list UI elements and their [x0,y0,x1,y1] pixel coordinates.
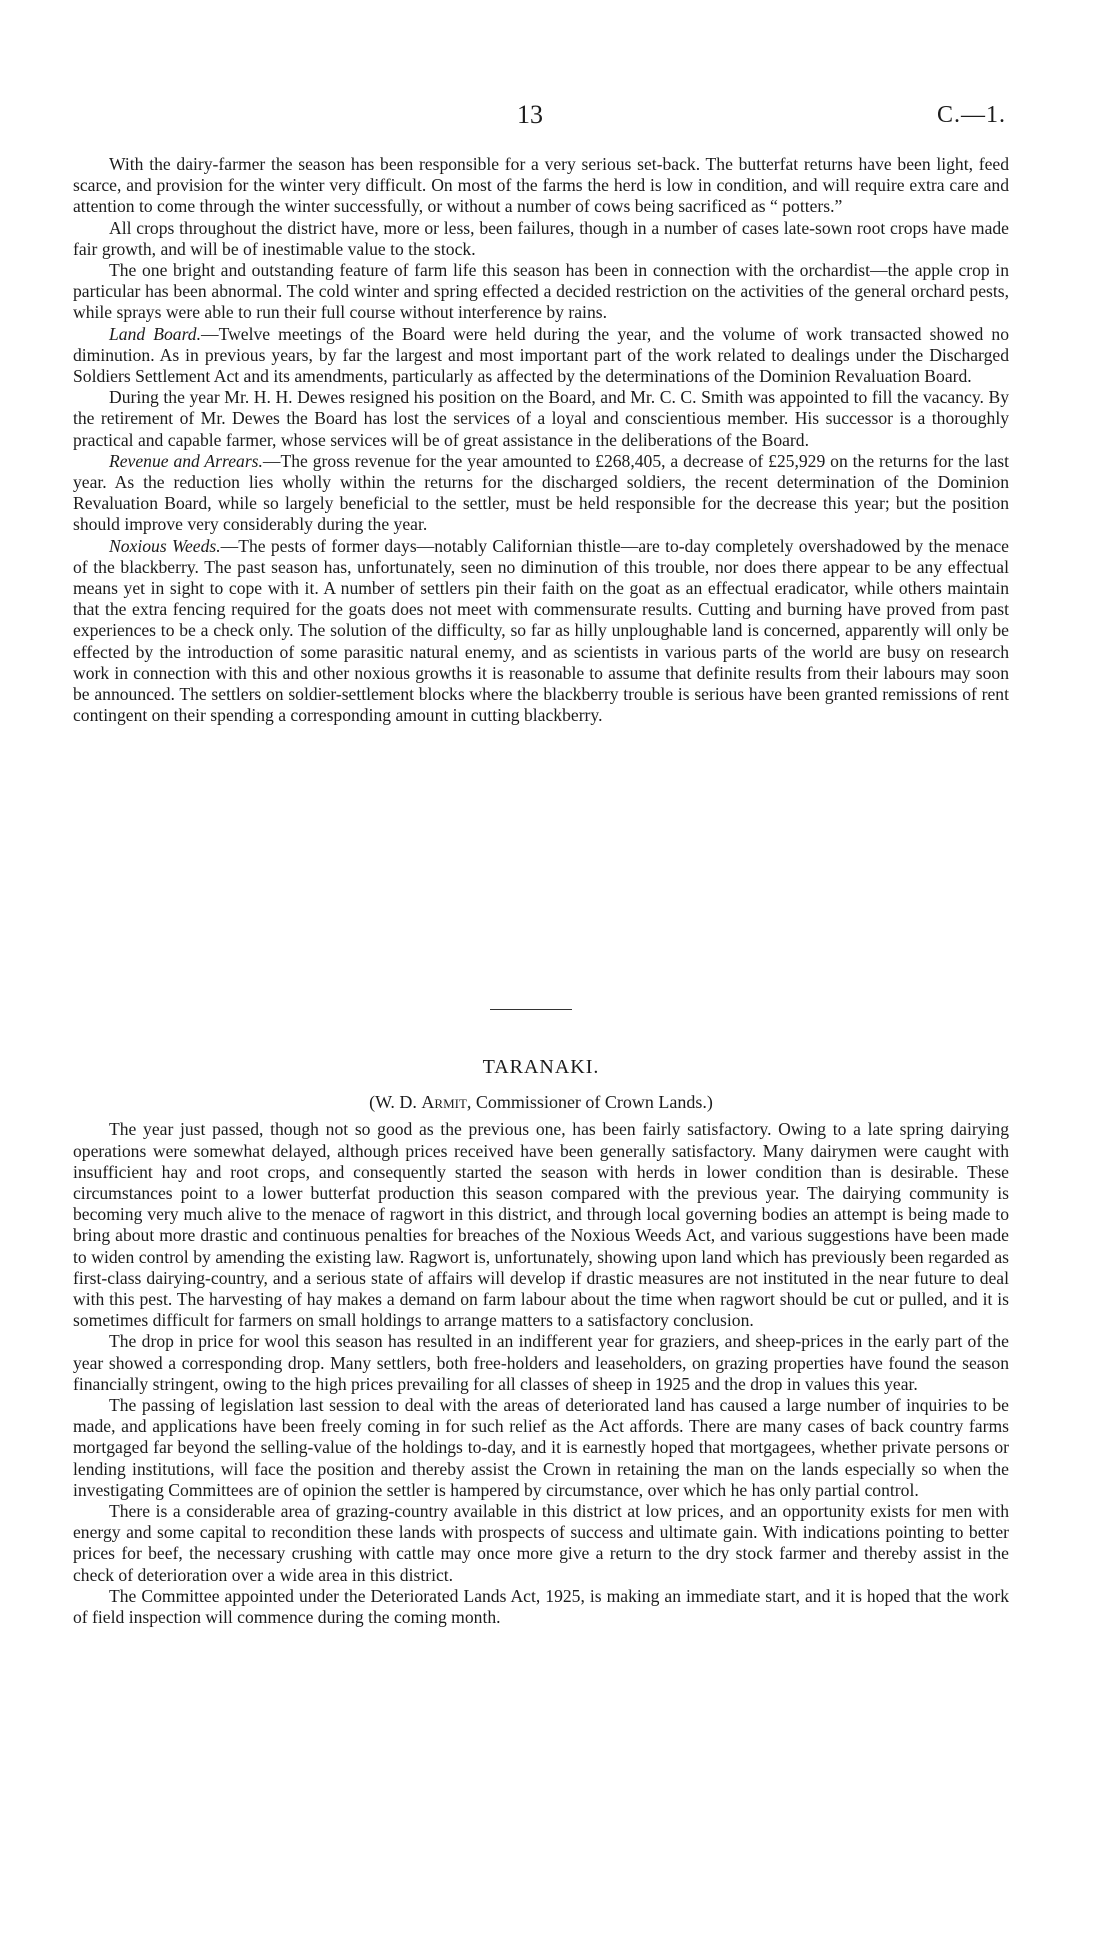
section-byline [73,1092,1009,1113]
page-number: 13 [517,100,543,129]
paragraph-text: During the year Mr. H. H. Dewes resigned his position on the Board, and Mr. C. C. Smith was appointed to fill the vacancy. By the retirement of Mr. Dewes the Board has lost the services of a loyal and conscientious member. His successor is a thoroughly practical and capable farmer, whose services will be of great assistance in the deliberations of the Board. [73,387,1009,450]
paragraph-lead: Noxious Weeds. [109,535,221,556]
document-reference: C.—1. [936,102,1006,128]
paragraph [73,260,1009,324]
paragraph: The passing of legislation last session to deal with the areas of deteriorated land has caused a large number of inquiries to be made, and applications have been freely coming in for such relief as the Act affords. There are many cases of back country farms mortgaged far beyond the selling-value of the holdings to-day, and it is earnestly hoped that mortgagees, whether private persons or lending institutions, will face the position and thereby assist the Crown in retaining the man on the lands especially so when the investigating Committees are of opinion the settler is hampered by circumstance, over which he has only partial control. [73,1395,1009,1500]
section-one-body [73,154,1009,726]
paragraph-text: —The gross revenue for the year amounted to £268,405, a decrease of £25,929 on the returns for the last year. As the reduction lies wholly within the returns for the discharged soldiers, the recent determination of the Dominion Revaluation Board, while so largely beneficial to the settler, must be held responsible for the decrease this year; but the position should improve very considerably during the year. [73,450,1009,535]
paragraph-text: —The pests of former days—notably Californian thistle—are to-day completely overshadowed by the menace of the blackberry. The past season has, unfortunately, seen no diminution of this trouble, nor does there appear to be any effectual means yet in sight to cope with it. A number of settlers pin their faith on the goat as an effectual eradicator, while others maintain that the extra fencing required for the goats does not meet with commensurate results. Cutting and burning have proved from past experiences to be a check only. The solution of the difficulty, so far as hilly unploughable land is concerned, apparently will only be effected by the introduction of some parasitic natural enemy, and as scientists in various parts of the world are busy on research work in connection with this and other noxious growths it is reasonable to assume that definite results from their labours may soon be announced. The settlers on soldier-settlement blocks where the blackberry trouble is serious have been granted remissions of rent contingent on their spending a corresponding amount in cutting blackberry. [73,535,1009,726]
paragraph [73,154,1009,218]
byline-rest: , Commissioner of Crown Lands.) [466,1092,713,1113]
section-heading: TARANAKI. [482,1056,600,1078]
byline-name: Armit [421,1092,467,1113]
paragraph: There is a considerable area of grazing-country available in this district at low prices, and an opportunity exists for men with energy and some capital to recondition these lands with prospects of success and ultimate gain. With indications pointing to better prices for beef, the necessary crushing with cattle may once more give a return to the dry stock farmer and thereby assist in the check of deterioration over a wide area in this district. [73,1501,1009,1585]
paragraph [73,387,1009,451]
paragraph [73,451,1009,536]
paragraph-text: —Twelve meetings of the Board were held during the year, and the volume of work transacted showed no diminution. As in previous years, by far the largest and most important part of the work related to dealings under the Discharged Soldiers Settlement Act and its amendments, particularly as affected by the determinations of the Dominion Revaluation Board. [73,323,1009,387]
paragraph-text: All crops throughout the district have, more or less, been failures, though in a number of cases late-sown root crops have made fair growth, and will be of inestimable value to the stock. [73,217,1009,259]
section-two-body [73,1057,1009,1628]
byline-open: (W. D. [369,1092,422,1113]
paragraph-text: The one bright and outstanding feature of farm life this season has been in connection with the orchardist—the apple crop in particular has been abnormal. The cold winter and spring effected a decided restriction on the activities of the general orchard pests, while sprays were able to run their full course without interference by rains. [73,260,1009,323]
paragraph: The Committee appointed under the Deteriorated Lands Act, 1925, is making an immediate start, and it is hoped that the work of field inspection will commence during the coming month. [73,1585,1009,1628]
paragraph [73,536,1009,727]
paragraph [73,324,1009,388]
paragraph: The drop in price for wool this season has resulted in an indifferent year for graziers, and sheep-prices in the early part of the year showed a corresponding drop. Many settlers, both free-holders and leaseholders, on grazing properties have found the season financially stringent, owing to the high prices prevailing for all classes of sheep in 1925 and the drop in values this year. [73,1331,1009,1394]
paragraph [73,218,1009,260]
paragraph: The year just passed, though not so good as the previous one, has been fairly satisfactory. Owing to a late spring dairying operations were somewhat delayed, although prices received have been generally satisfactory. Many dairymen were caught with insufficient hay and root crops, and consequently started the season with herds in lower condition than is desirable. These circumstances point to a lower butterfat production this season compared with the previous year. The dairying community is becoming very much alive to the menace of ragwort in this district, and through local governing bodies an attempt is being made to bring about more drastic and continuous penalties for breaches of the Noxious Weeds Act, and various suggestions have been made to widen control by amending the existing law. Ragwort is, unfortunately, showing upon land which has previously been regarded as first-class dairying-country, and a serious state of affairs will develop if drastic measures are not instituted in the near future to deal with this pest. The harvesting of hay makes a demand on farm labour about the time when ragwort should be cut or pulled, and it is sometimes difficult for farmers on small holdings to arrange matters to a satisfactory conclusion. [73,1119,1009,1331]
paragraph-lead: Revenue and Arrears. [109,450,263,471]
paragraph-lead: Land Board. [109,323,201,344]
paragraph-text: With the dairy-farmer the season has been responsible for a very serious set-back. The butterfat returns have been light, feed scarce, and provision for the winter very difficult. On most of the farms the herd is low in condition, and will require extra care and attention to come through the winter successfully, or without a number of cows being sacrificed as “ potters.” [73,154,1009,217]
section-divider [490,1009,572,1010]
